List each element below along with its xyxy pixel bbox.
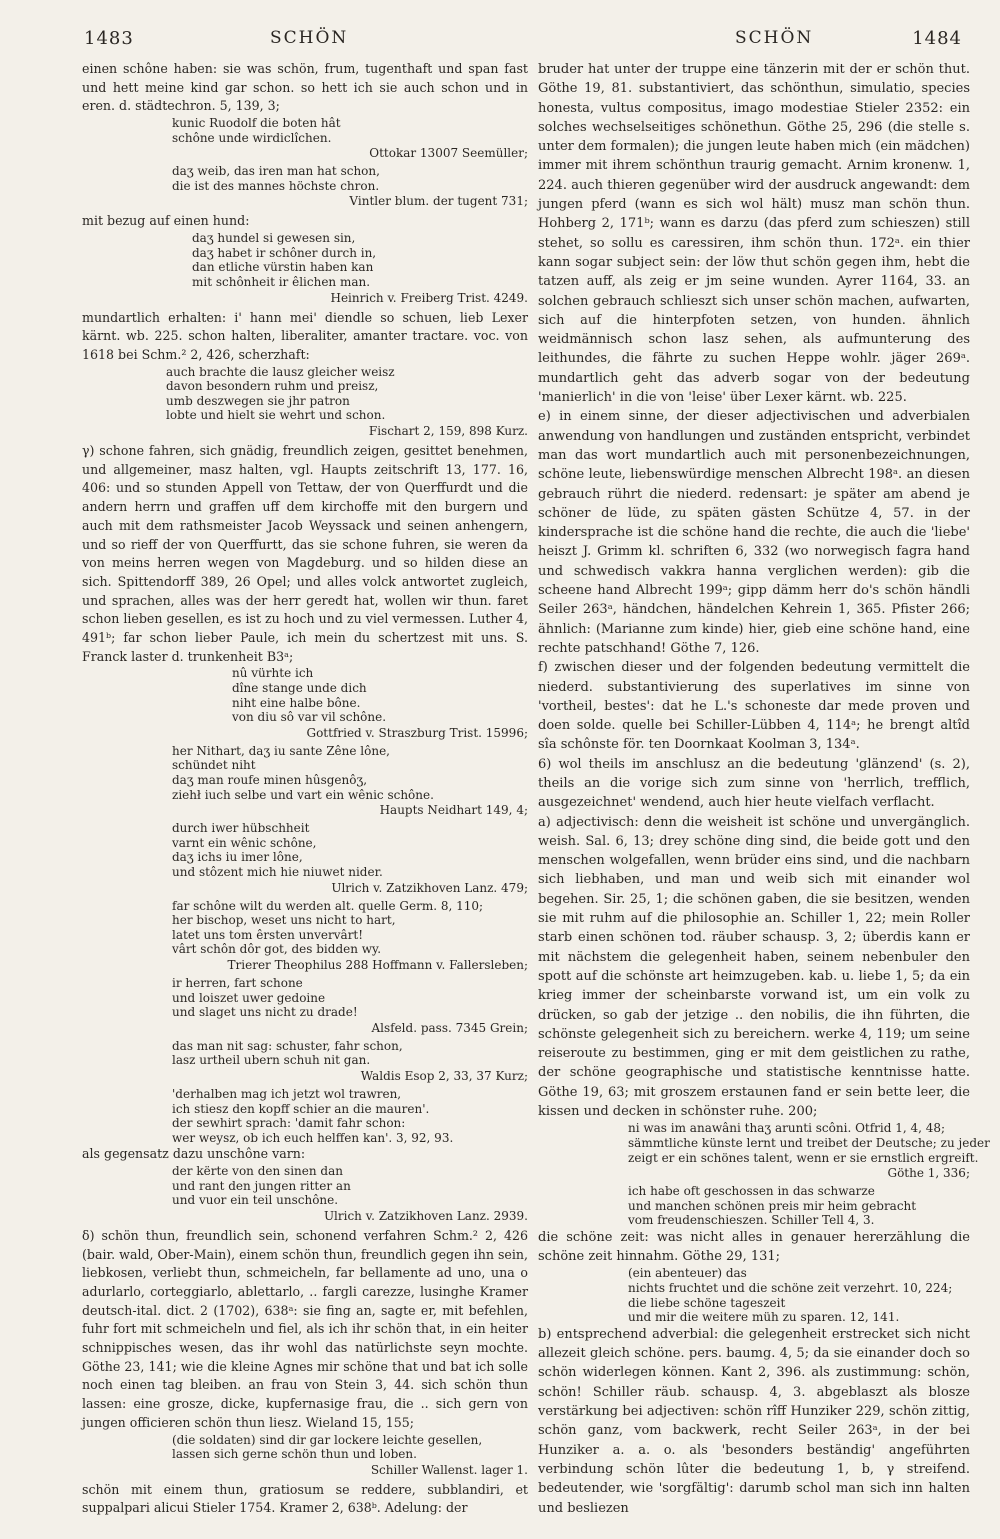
- citation-source: Trierer Theophilus 288 Hoffmann v. Fallersleben;: [227, 957, 528, 972]
- quotation-line: die liebe schöne tageszeit: [628, 1295, 786, 1310]
- quotation-line: und manchen schönen preis mir heim gebracht: [628, 1198, 917, 1213]
- quotation-line: ich habe oft geschossen in das schwarze: [628, 1184, 875, 1199]
- quotation-line: durch iwer hübschheit: [172, 821, 310, 836]
- entry-paragraph: schön mit einem thun, gratiosum se reddere, subblandiri, et suppalpari alicui Stieler 1754. Kramer 2, 638ᵇ. Adelung: der: [82, 1481, 528, 1516]
- quotation-line: zeigt er ein schönes talent, wenn er sie ernstlich ergreift.: [628, 1150, 979, 1165]
- entry-paragraph: δ) schön thun, freundlich sein, schonend verfahren Schm.² 2, 426 (bair. wald, Ober-Main), einem schön thun, freundlich gegen ihn sein, liebkosen, verliebt thun, schmeicheln, far bellamente ad uno, una o adurlarlo, corteggiarlo, ablettarlo, .. fargli carezze, lusinghe Kramer deutsch-ital. dict. 2 (1702), 638ᵃ: sie fing an, sagte er, mit befehlen, fuhr fort mit schmeicheln und fiel, als ich ihr schön that, in ein heiter schnippisches wesen, das ihr wohl das natürlichste seyn mochte. Göthe 23, 141; wie die kleine Agnes mir schöne that und bat ich solle noch einen tag bleiben. an frau von Stein 3, 44. sich schön thun lassen: eine grosze, dicke, kupfernasige frau, die .. sich gern von jungen officieren schön thun liesz. Wieland 15, 155;: [82, 1227, 528, 1430]
- citation-source: Alsfeld. pass. 7345 Grein;: [371, 1020, 528, 1035]
- quotation-line: davon besondern ruhm und preisz,: [166, 379, 379, 394]
- citation-source: Gottfried v. Straszburg Trist. 15996;: [306, 725, 528, 740]
- quotation-line: ich stiesz den kopff schier an die mauren'.: [172, 1101, 430, 1116]
- quotation-line: vârt schôn dôr got, des bidden wy.: [172, 942, 382, 957]
- quotation-line: auch brachte die lausz gleicher weisz: [166, 364, 395, 379]
- quotation-line: lassen sich gerne schön thun und loben.: [172, 1447, 417, 1462]
- citation-source: Ottokar 13007 Seemüller;: [369, 146, 528, 161]
- quotation-line: her bischop, weset uns nicht to hart,: [172, 913, 396, 928]
- quotation-line: daʒ weib, das iren man hat schon,: [172, 164, 380, 179]
- citation-source: Vintler blum. der tugent 731;: [349, 194, 528, 209]
- quotation-line: (die soldaten) sind dir gar lockere leichte gesellen,: [172, 1432, 483, 1447]
- citation-source: Ulrich v. Zatzikhoven Lanz. 2939.: [323, 1208, 528, 1223]
- quotation-line: ni was im anawâni thaʒ arunti scôni. Otfrid 1, 4, 48;: [628, 1121, 946, 1136]
- right-running-headword: SCHÖN: [735, 28, 814, 48]
- quotation-line: lobte und hielt sie wehrt und schon.: [166, 408, 386, 423]
- page-header: [0, 28, 1000, 58]
- left-page-number: 1483: [84, 28, 134, 49]
- quotation-line: und vuor ein teil unschône.: [172, 1193, 339, 1208]
- quotation-line: schône unde wirdiclîchen.: [172, 130, 332, 145]
- entry-paragraph: mundartlich erhalten: i' hann mei' diendle so schuen, lieb Lexer kärnt. wb. 225. schon halten, liberaliter, amanter tractare. voc. von 1618 bei Schm.² 2, 426, scherzhaft:: [82, 309, 528, 362]
- citation-source: Fischart 2, 159, 898 Kurz.: [368, 424, 528, 439]
- quotation-line: und loiszet uwer gedoine: [172, 990, 326, 1005]
- entry-paragraph: mit bezug auf einen hund:: [82, 213, 250, 229]
- quotation-line: daʒ man roufe minen hûsgenôʒ,: [172, 773, 368, 788]
- citation-source: Schiller Wallenst. lager 1.: [370, 1462, 528, 1477]
- quotation-line: her Nithart, daʒ iu sante Zêne lône,: [172, 743, 390, 758]
- quotation-line: umb deszwegen sie jhr patron: [166, 393, 350, 408]
- entry-paragraph: e) in einem sinne, der dieser adjectivischen und adverbialen anwendung von handlungen und zuständen entspricht, verbindet man das wort mundartlich auch mit personenbezeichnungen, schöne leute, liebenswürdige menschen Albrecht 198ᵃ. an diesen gebrauch rührt die niederd. redensart: je später am abend je schöner de lüde, zu späten gästen Schütze 4, 57. in der kindersprache ist die schöne hand die rechte, die auch die 'liebe' heiszt J. Grimm kl. schriften 6, 332 (wo norwegisch fagra hand und schwedisch vakkra hanna verglichen werden): gib die scheene hand Albrecht 199ᵃ; gipp dämm herr do's schön händli Seiler 263ᵃ, händchen, händelchen Kehrein 1, 365. Pfister 266; ähnlich: (Marianne zum kinde) hier, gieb eine schöne hand, eine rechte patschhand! Göthe 7, 126.: [538, 409, 970, 656]
- quotation-line: (ein abenteuer) das: [628, 1266, 747, 1281]
- quotation-line: nû vürhte ich: [232, 666, 314, 681]
- quotation-line: nichts fruchtet und die schöne zeit verzehrt. 10, 224;: [628, 1281, 953, 1296]
- entry-paragraph: bruder hat unter der truppe eine tänzerin mit der er schön thut. Göthe 19, 81. substantiviert, das schönthun, simulatio, species honesta, vultus compositus, imago modestiae Stieler 2352: ein solches wechselseitiges schönethun. Göthe 25, 296 (die stelle s. unter dem formalen); die jungen leute haben mich (ein mädchen) immer mit ihrem schönthun traurig gemacht. Arnim kronenw. 1, 224. auch thieren gegenüber wird der ausdruck angewandt: dem jungen pferd (wann es sich wol hält) musz man schön thun. Hohberg 2, 171ᵇ; wann es darzu (das pferd zum schieszen) still stehet, so sollu es caressiren, ihm schön thun. 172ᵃ. ein thier kann sogar subject sein: der löw thut schön gegen ihm, hebt die tatzen auff, als zeig er jm seine wunden. Ayrer 1164, 33. an solchen gebrauch schlieszt sich unser schön machen, aufwarten, sich auf die hinterpfoten setzen, von hunden. ähnlich weidmännisch schon lasz sehen, als aufmunterung des leithundes, die fährte zu suchen Heppe wohlr. jäger 269ᵃ. mundartlich geht das adverb sogar von der bedeutung 'manierlich' in die von 'leise' über Lexer kärnt. wb. 225.: [538, 62, 970, 406]
- quotation-line: daʒ habet ir schôner durch in,: [192, 245, 377, 260]
- quotation-line: von diu sô var vil schône.: [232, 710, 387, 725]
- quotation-line: kunic Ruodolf die boten hât: [172, 116, 341, 131]
- quotation-line: die ist des mannes höchste chron.: [172, 178, 380, 193]
- citation-source: Heinrich v. Freiberg Trist. 4249.: [330, 290, 528, 305]
- left-running-headword: SCHÖN: [270, 28, 349, 48]
- citation-source: Göthe 1, 336;: [887, 1166, 970, 1181]
- quotation-line: varnt ein wênic schône,: [172, 835, 317, 850]
- quotation-line: der kërte von den sinen dan: [172, 1164, 343, 1179]
- quotation-line: dan etliche vürstin haben kan: [192, 260, 374, 275]
- right-page-number: 1484: [912, 28, 962, 49]
- entry-paragraph: einen schône haben: sie was schön, frum, tugenthaft und span fast und hett meine kind gar schon. so hett ich sie auch schon und in eren. d. städtechron. 5, 139, 3;: [82, 61, 528, 114]
- quotation-line: schündet niht: [172, 758, 256, 773]
- entry-paragraph: als gegensatz dazu unschône varn:: [82, 1146, 306, 1162]
- quotation-line: far schône wilt du werden alt. quelle Germ. 8, 110;: [172, 898, 484, 913]
- quotation-line: daʒ hundel si gewesen sin,: [192, 231, 356, 246]
- quotation-line: niht eine halbe bône.: [232, 695, 361, 710]
- quotation-line: vom freudenschieszen. Schiller Tell 4, 3.: [628, 1213, 875, 1228]
- entry-paragraph: b) entsprechend adverbial: die gelegenheit erstrecket sich nicht allezeit gleich schöne. pers. baumg. 4, 5; da sie einander doch so schön widerlegen können. Kant 2, 396. als zustimmung: schön, schön! Schiller räub. schausp. 4, 3. abgeblaszt als blosze verstärkung bei adjectiven: schön rîff Hunziker 229, schön zittig, schön ganz, vom backwerk, recht Seiler 263ᵃ, in der bei Hunziker a. a. o. als 'besonders beständig' angeführten verbindung schön lûter die bedeutung 1, b, γ streifend. bedeutender, wie 'sorgfältig': darumb schol man sich inn halten und besliezen: [538, 1326, 970, 1516]
- quotation-line: ziehł iuch selbe und vart ein wênic schône.: [172, 787, 434, 802]
- left-column: [82, 60, 528, 1518]
- quotation-line: daʒ ichs iu imer lône,: [172, 850, 303, 865]
- quotation-line: latet uns tom êrsten unvervârt!: [172, 927, 364, 942]
- entry-paragraph: γ) schone fahren, sich gnädig, freundlich zeigen, gesittet benehmen, und allgemeiner, masz halten, vgl. Haupts zeitschrift 13, 177. 16, 406: und so stunden Appell von Tettaw, der von Querffurdt und die andern herrn und graffen uff dem kirchoffe mit den burgern und auch mit dem rathsmeister Jacob Weyssack und seinen anhengern, und so rieff der von Querffurtt, das sie schone fuhren, sie weren da von meins herren wegen von Magdeburg. und so hilden diese an sich. Spittendorff 389, 26 Opel; und alles volck antwortet zugleich, und sprachen, alles was der herr geredt hat, wollen wir thun. faret schon lieben gesellen, es ist zu hoch und zu viel vermessen. Luther 4, 491ᵇ; far schon lieber Paule, ich mein du schertzest mit uns. S. Franck laster d. trunkenheit B3ᵃ;: [82, 443, 528, 664]
- quotation-line: und stôzent mich hie niuwet nider.: [172, 865, 383, 880]
- quotation-line: sämmtliche künste lernt und treibet der Deutsche; zu jeder: [628, 1135, 990, 1150]
- quotation-line: und mir die weitere müh zu sparen. 12, 141.: [628, 1310, 900, 1325]
- quotation-line: und slaget uns nicht zu drade!: [172, 1005, 358, 1020]
- quotation-line: mit schônheit ir êlichen man.: [192, 274, 371, 289]
- citation-source: Ulrich v. Zatzikhoven Lanz. 479;: [331, 880, 528, 895]
- entry-paragraph: 6) wol theils im anschlusz an die bedeutung 'glänzend' (s. 2), theils an die vorige sich zum sinne von 'herrlich, trefflich, ausgezeichnet' wendend, auch hier heute vielfach verflacht.: [538, 756, 970, 811]
- citation-source: Waldis Esop 2, 33, 37 Kurz;: [360, 1068, 528, 1083]
- quotation-line: der sewhirt sprach: 'damit fahr schon:: [172, 1116, 406, 1131]
- entry-paragraph: die schöne zeit: was nicht alles in genauer hererzählung die schöne zeit hinnahm. Göthe 29, 131;: [538, 1229, 970, 1265]
- quotation-line: wer weysz, ob ich euch helffen kan'. 3, 92, 93.: [172, 1130, 454, 1145]
- quotation-line: das man nit sag: schuster, fahr schon,: [172, 1038, 403, 1053]
- right-column: [538, 60, 990, 1518]
- quotation-line: ir herren, fart schone: [172, 975, 303, 990]
- quotation-line: dîne stange unde dich: [232, 681, 367, 696]
- entry-paragraph: a) adjectivisch: denn die weisheit ist schöne und unvergänglich. weish. Sal. 6, 13; drey schöne ding sind, die beide gott und den menschen wolgefallen, wenn brüder eins sind, und die nachbarn sich liebhaben, und man und weib sich mit einander wol begehen. Sir. 25, 1; die schönen gaben, die sie besitzen, wenden sie mit ruhm auf die philosophie an. Schiller 1, 22; mein Roller starb einen schönen tod. räuber schausp. 3, 2; überdis kann er mit nächstem die gelegenheit haben, seinem nebenbuler den spott auf die schönste art heimzugeben. kab. u. liebe 1, 5; da ein krieg immer der scheinbarste vorwand ist, um ein volk zu drücken, so gab der jetzige .. den nobilis, die ihn führten, die schönste gelegenheit sich zu bereichern. werke 4, 119; um seine reiseroute zu bestimmen, ging er mit dem geistlichen zu rathe, der schöne geographische und statistische kenntnisse hatte. Göthe 19, 63; mit groszem erstaunen fand er sein bette leer, die kissen und decken in schönster ruhe. 200;: [538, 814, 970, 1120]
- citation-source: Haupts Neidhart 149, 4;: [379, 803, 528, 818]
- quotation-line: 'derhalben mag ich jetzt wol trawren,: [172, 1086, 402, 1101]
- quotation-line: lasz urtheil ubern schuh nit gan.: [172, 1053, 371, 1068]
- entry-paragraph: f) zwischen dieser und der folgenden bedeutung vermittelt die niederd. substantivierung des superlatives im sinne von 'vortheil, bestes': dat he L.'s schoneste dar mede proven und doen solde. quelle bei Schiller-Lübben 4, 114ᵃ; he brengt altîd sîa schônste för. ten Doornkaat Koolman 3, 134ᵃ.: [538, 660, 970, 753]
- quotation-line: und rant den jungen ritter an: [172, 1178, 351, 1193]
